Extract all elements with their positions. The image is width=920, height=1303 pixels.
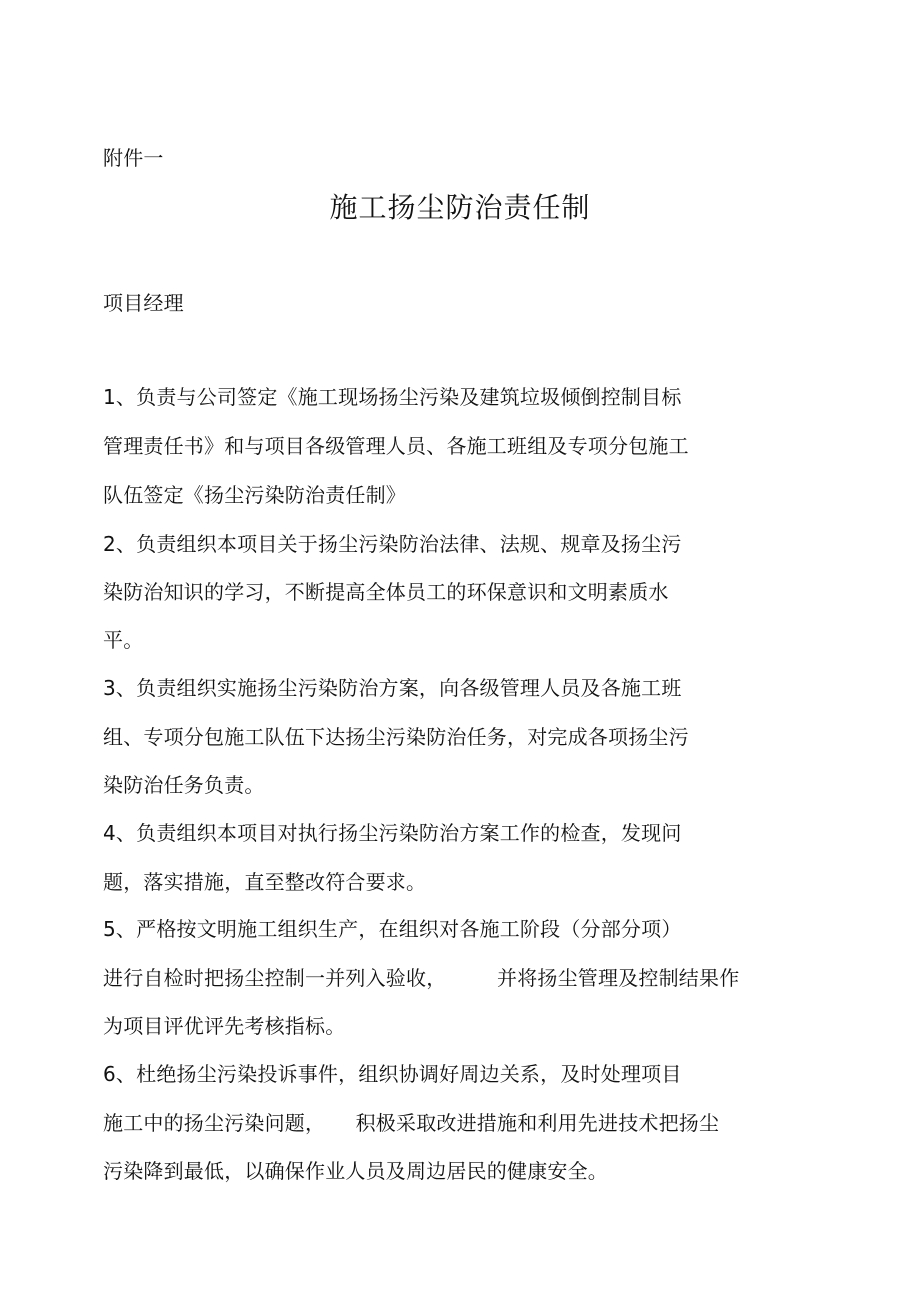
body-line: 3、负责组织实施扬尘污染防治方案，向各级管理人员及各施工班: [103, 676, 682, 700]
body-line: 组、专项分包施工队伍下达扬尘污染防治任务，对完成各项扬尘污: [103, 725, 689, 749]
body-line: 2、负责组织本项目关于扬尘污染防治法律、法规、规章及扬尘污: [103, 532, 682, 556]
body-line: 6、杜绝扬尘污染投诉事件，组织协调好周边关系，及时处理项目: [103, 1062, 682, 1086]
body-line: 施工中的扬尘污染问题， 积极采取改进措施和利用先进技术把扬尘: [103, 1111, 720, 1135]
body-line: 平。: [103, 628, 144, 652]
body-line: 为项目评优评先考核指标。: [103, 1014, 346, 1038]
body-line: 染防治任务负责。: [103, 773, 265, 797]
body-line: 染防治知识的学习，不断提高全体员工的环保意识和文明素质水: [103, 580, 669, 604]
body-line: 1、负责与公司签定《施工现场扬尘污染及建筑垃圾倾倒控制目标: [103, 385, 682, 409]
document-title: 施工扬尘防治责任制: [329, 191, 591, 224]
section-heading: 项目经理: [103, 291, 184, 315]
body-line: 4、负责组织本项目对执行扬尘污染防治方案工作的检查，发现问: [103, 821, 682, 845]
body-line: 题，落实措施，直至整改符合要求。: [103, 870, 427, 894]
body-line: 5、严格按文明施工组织生产，在组织对各施工阶段（分部分项）: [103, 917, 682, 941]
attachment-label: 附件一: [103, 146, 164, 170]
body-line: 管理责任书》和与项目各级管理人员、各施工班组及专项分包施工: [103, 434, 689, 458]
body-line: 进行自检时把扬尘控制一并列入验收， 并将扬尘管理及控制结果作: [103, 966, 740, 990]
body-line: 队伍签定《扬尘污染防治责任制》: [103, 483, 406, 507]
body-line: 污染降到最低，以确保作业人员及周边居民的健康安全。: [103, 1159, 608, 1183]
